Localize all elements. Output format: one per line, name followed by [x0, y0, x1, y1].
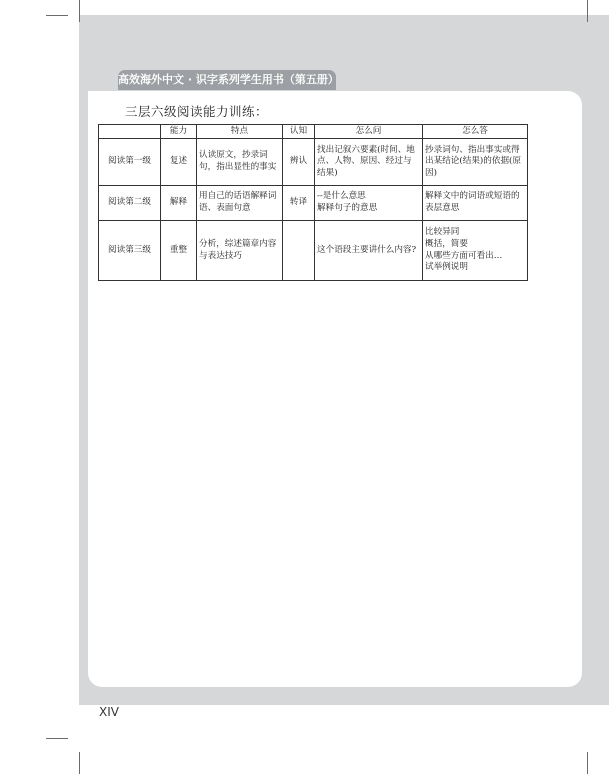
table-header-cell: 怎么问 — [315, 125, 423, 139]
cognition-cell: 辨认 — [283, 139, 315, 186]
answer-cell: 比较异同 概括，简要 从哪些方面可看出… 试举例说明 — [423, 221, 528, 281]
cognition-cell: 转译 — [283, 186, 315, 221]
crop-mark — [46, 15, 68, 16]
table-header-cell: 怎么答 — [423, 125, 528, 139]
table-header-row — [99, 125, 528, 139]
ability-cell: 重整 — [161, 221, 197, 281]
crop-mark — [46, 738, 68, 739]
table-row — [99, 186, 528, 221]
ability-cell: 解释 — [161, 186, 197, 221]
crop-mark — [79, 752, 80, 774]
features-cell: 分析，综述篇章内容与表达技巧 — [197, 221, 283, 281]
crop-mark — [587, 752, 588, 774]
book-title-tab: 高效海外中文 · 识字系列学生用书（第五册） — [118, 70, 336, 90]
answer-cell: 抄录词句、指出事实或得出某结论(结果)的依据(原因) — [423, 139, 528, 186]
question-cell: 找出记叙六要素(时间、地点、人物、原因、经过与结果) — [315, 139, 423, 186]
section-intro: 三层六级阅读能力训练： — [125, 104, 269, 119]
crop-mark — [79, 0, 80, 22]
table-row — [99, 221, 528, 281]
level-cell: 阅读第一级 — [99, 139, 161, 186]
features-cell: 认读原文，抄录词句，指出显性的事实 — [197, 139, 283, 186]
crop-mark — [587, 0, 588, 22]
question-cell: --是什么意思 解释句子的意思 — [315, 186, 423, 221]
reading-levels-table — [98, 124, 528, 281]
table-header-cell: 能力 — [161, 125, 197, 139]
level-cell: 阅读第二级 — [99, 186, 161, 221]
question-cell: 这个语段主要讲什么内容? — [315, 221, 423, 281]
table-header-cell — [99, 125, 161, 139]
page-number: XIV — [99, 705, 119, 719]
level-cell: 阅读第三级 — [99, 221, 161, 281]
table-header-cell: 特点 — [197, 125, 283, 139]
table-row — [99, 139, 528, 186]
answer-cell: 解释文中的词语或短语的表层意思 — [423, 186, 528, 221]
features-cell: 用自己的话语解释词语、表面句意 — [197, 186, 283, 221]
table-header-cell: 认知 — [283, 125, 315, 139]
cognition-cell — [283, 221, 315, 281]
ability-cell: 复述 — [161, 139, 197, 186]
